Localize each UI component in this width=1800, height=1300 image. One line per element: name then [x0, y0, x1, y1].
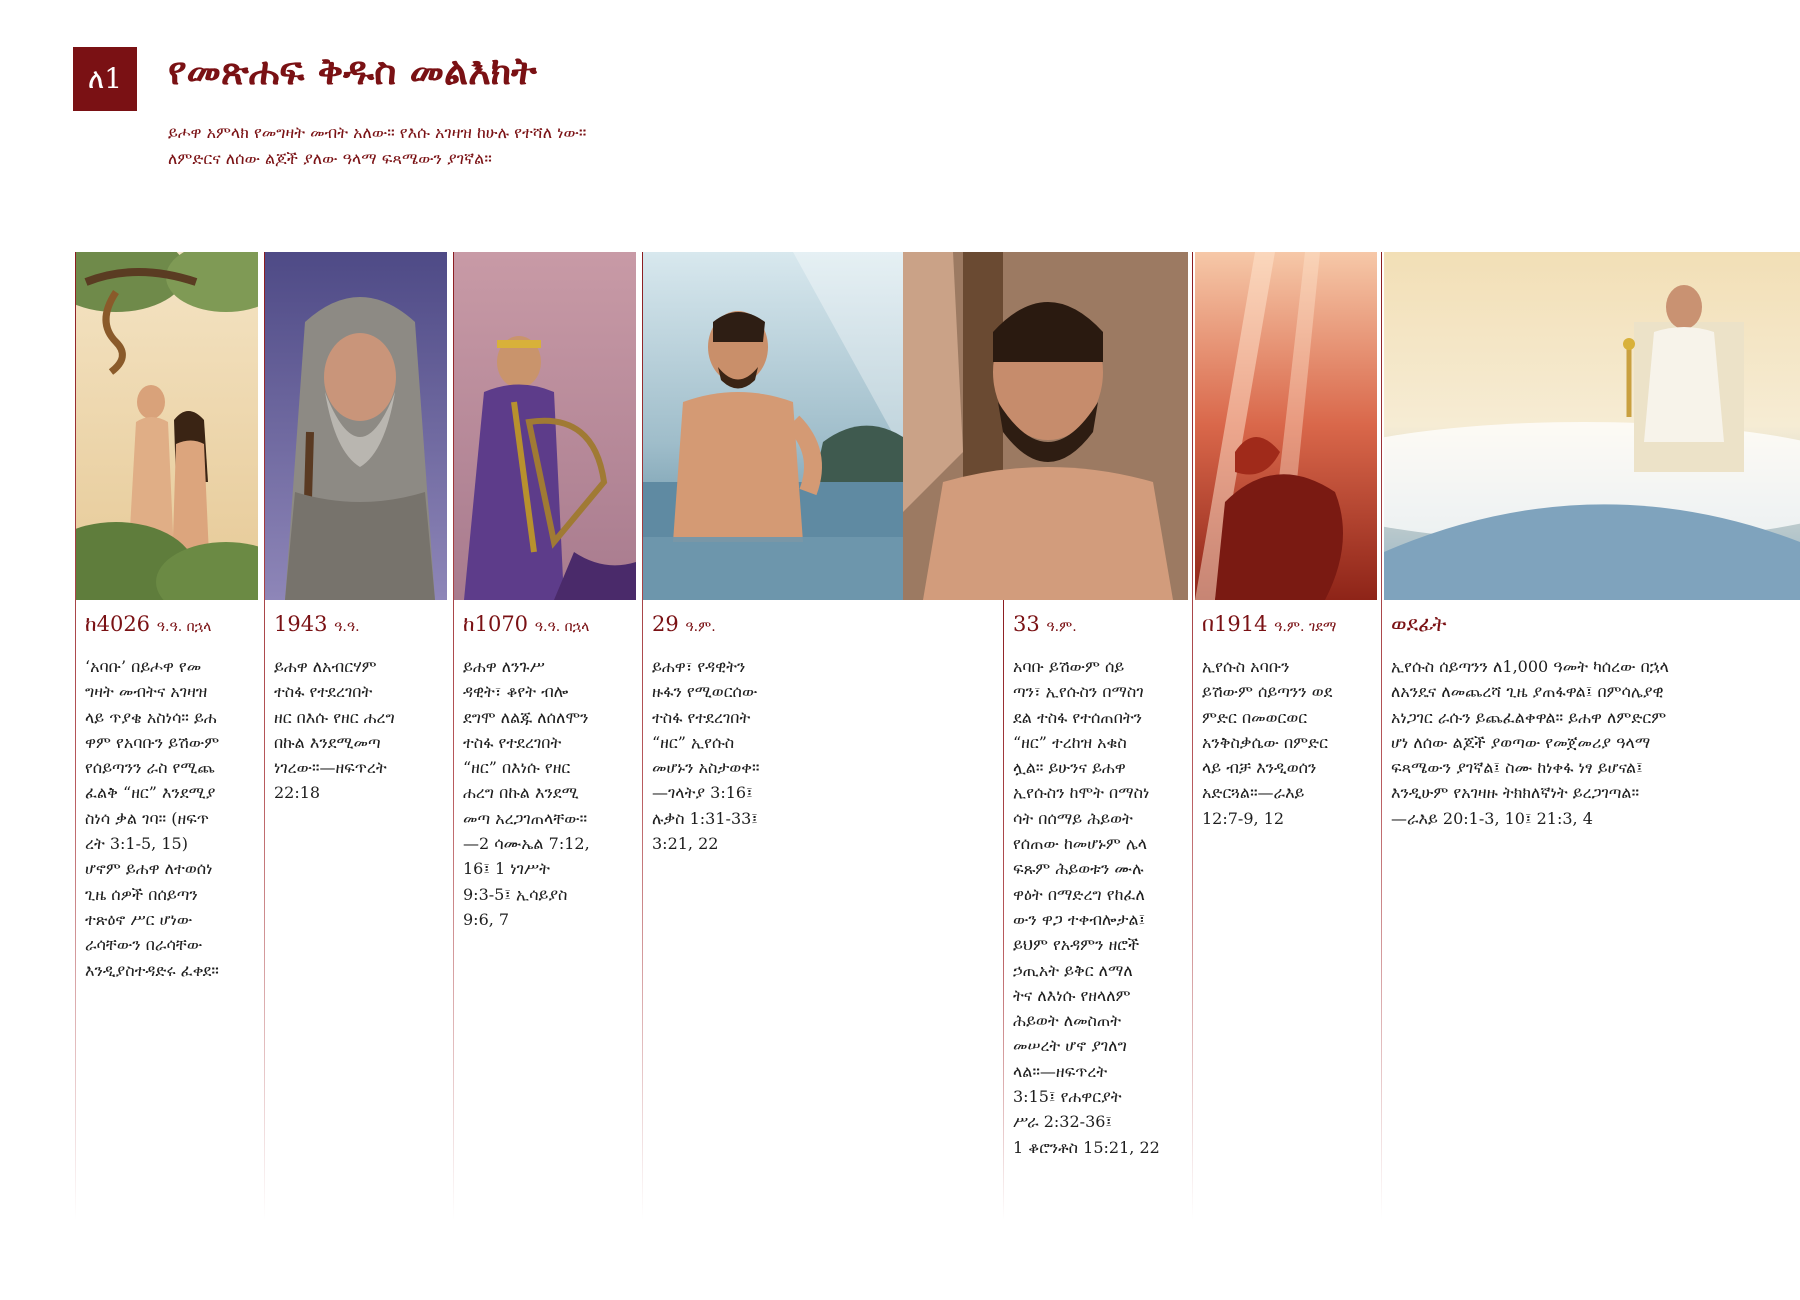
column-divider [264, 252, 265, 1220]
timeline-entry-4026-bce [85, 604, 257, 983]
entry-date [1202, 604, 1374, 644]
entry-text: ‘አባቡ’ በይሖዋ የመ ግዛት መብትና አገዛዝ ላይ ጥያቄ አስነሳ። ይሐ ዋም የአባቡን ይሽውም የሰይጣንን ራስ የሚጨ ፈልቅ “ዘር” እንደሚያ ስነሳ ቃል ገባ። (ዘፍጥ ረት 3:1-5, 15) ሆኖም ይሐዋ ለተወሰነ ጊዜ ሰዎች በሰይጣን ተጽዕኖ ሥር ሆነው ራሳቸውን በራሳቸው እንዲያስተዳድሩ ፈቀደ። [85, 657, 220, 980]
entry-year: ወደፊት [1391, 612, 1447, 636]
entry-era: ዓ.ም. ገደማ [1274, 619, 1337, 635]
abraham-illustration [265, 252, 447, 600]
timeline-entry-future [1391, 604, 1791, 831]
column-divider [453, 252, 454, 1220]
timeline-entry-33-ce [1013, 604, 1189, 1160]
timeline-entry-1914-ce [1202, 604, 1374, 831]
david-illustration [454, 252, 636, 600]
intro-line-2: ለምድርና ለሰው ልጆች ያለው ዓላማ ፍጻሜውን ያገኛል። [168, 149, 492, 168]
entry-text: ይሐዋ ለአብርሃም ተስፋ የተደረገበት ዘር በእሱ የዘር ሐረግ በኩል እንደሚመጣ ነገረው።—ዘፍጥረት 22:18 [274, 657, 395, 803]
entry-date [274, 604, 446, 644]
lesson-badge-label: ለ1 [87, 62, 123, 95]
entry-era: ዓ.ዓ. [334, 619, 360, 635]
lesson-badge [73, 47, 137, 111]
column-divider [1003, 600, 1004, 1220]
entry-year: ከ4026 [85, 612, 151, 636]
entry-year: ከ1070 [463, 612, 529, 636]
intro-text [168, 120, 586, 172]
entry-text: ይሐዋ፣ የዳዊትን ዙፋን የሚወርሰው ተስፋ የተደረገበት “ዘር” ኢየሱስ መሆኑን አስታወቀ። —ገላትያ 3:16፤ ሉቃስ 1:31-33፤ 3:21, 22 [652, 657, 760, 854]
entry-date [1013, 604, 1189, 644]
entry-year: 33 [1013, 612, 1040, 636]
page-title: የመጽሐፍ ቅዱስ መልእክት [168, 48, 537, 93]
column-divider [1192, 252, 1193, 1220]
timeline-entry-1070-bce [463, 604, 635, 932]
satan-cast-down-illustration [1195, 252, 1377, 600]
entry-date [85, 604, 257, 644]
entry-date [1391, 604, 1791, 644]
entry-date [463, 604, 635, 644]
entry-date [652, 604, 852, 644]
future-kingdom-illustration [1384, 252, 1800, 600]
entry-era: ዓ.ዓ. በኋላ [156, 619, 212, 635]
entry-year: 1943 [274, 612, 328, 636]
entry-era: ዓ.ም. [685, 619, 716, 635]
stake-illustration [903, 252, 1188, 600]
garden-illustration [76, 252, 258, 600]
timeline-entry-29-ce [652, 604, 852, 856]
entry-text: አባቡ ይሽውም ሰይ ጣን፣ ኢየሱስን በማስገ ደል ተስፋ የተሰጠበትን “ዘር” ተረከዝ አቁስ ሏል። ይሁንና ይሐዋ ኢየሱስን ከሞት በማስነ ሳት በሰማይ ሕይወት የሰጠው ከመሆኑም ሌላ ፍጹም ሕይወቱን ሙሉ ዋዕት በማድረግ የከፈለ ውን ዋጋ ተቀብሎታል፤ ይህም የአዳምን ዘሮች ኃጢአት ይቅር ለማለ ትና ለእነሱ የዘላለም ሕይወት ለመስጠት መሠረት ሆኖ ያገለግ ላል።—ዘፍጥረት 3:15፤ የሐዋርያት ሥራ 2:32-36፤ 1 ቆሮንቶስ 15:21, 22 [1013, 657, 1160, 1157]
column-divider [75, 252, 76, 1220]
column-divider [1381, 252, 1382, 1220]
entry-era: ዓ.ዓ. በኋላ [534, 619, 590, 635]
entry-text: ኢየሱስ ሰይጣንን ለ1,000 ዓመት ካሰረው በኋላ ለአንዴና ለመጨረሻ ጊዜ ያጠፋዋል፤ በምሳሌያዊ አነጋገር ራሱን ይጨፈልቀዋል። ይሐዋ ለምድርም ሆነ ለሰው ልጆች ያወጣው የመጀመሪያ ዓላማ ፍጻሜውን ያገኛል፤ ስሙ ከነቀፋ ነፃ ይሆናል፤ እንዲሁም የአገዛዙ ትክክለኛነት ይረጋገጣል። —ራእይ 20:1-3, 10፤ 21:3, 4 [1391, 657, 1669, 828]
entry-era: ዓ.ም. [1046, 619, 1077, 635]
intro-line-1: ይሖዋ አምላክ የመግዛት መብት አለው። የእሱ አገዛዝ ከሁሉ የተሻለ ነው። [168, 123, 587, 142]
baptism-illustration [643, 252, 903, 600]
timeline-entry-1943-bce [274, 604, 446, 806]
entry-text: ኢየሱስ አባቡን ይሽውም ሰይጣንን ወደ ምድር በመወርወር አንቅስቃሴው በምድር ላይ ብቻ እንዲወሰን አድርጓል።—ራእይ 12:7-9, 12 [1202, 657, 1333, 828]
column-divider [642, 252, 643, 1220]
entry-year: 29 [652, 612, 679, 636]
entry-year: በ1914 [1202, 612, 1268, 636]
entry-text: ይሐዋ ለንጉሥ ዳዊት፣ ቆየት ብሎ ደግሞ ለልጁ ለሰለሞን ተስፋ የተደረገበት “ዘር” በእነሱ የዘር ሐረግ በኩል እንደሚ መጣ አረጋገጠላቸው። —2 ሳሙኤል 7:12, 16፤ 1 ነገሥት 9:3-5፤ ኢሳይያስ 9:6, 7 [463, 657, 590, 929]
